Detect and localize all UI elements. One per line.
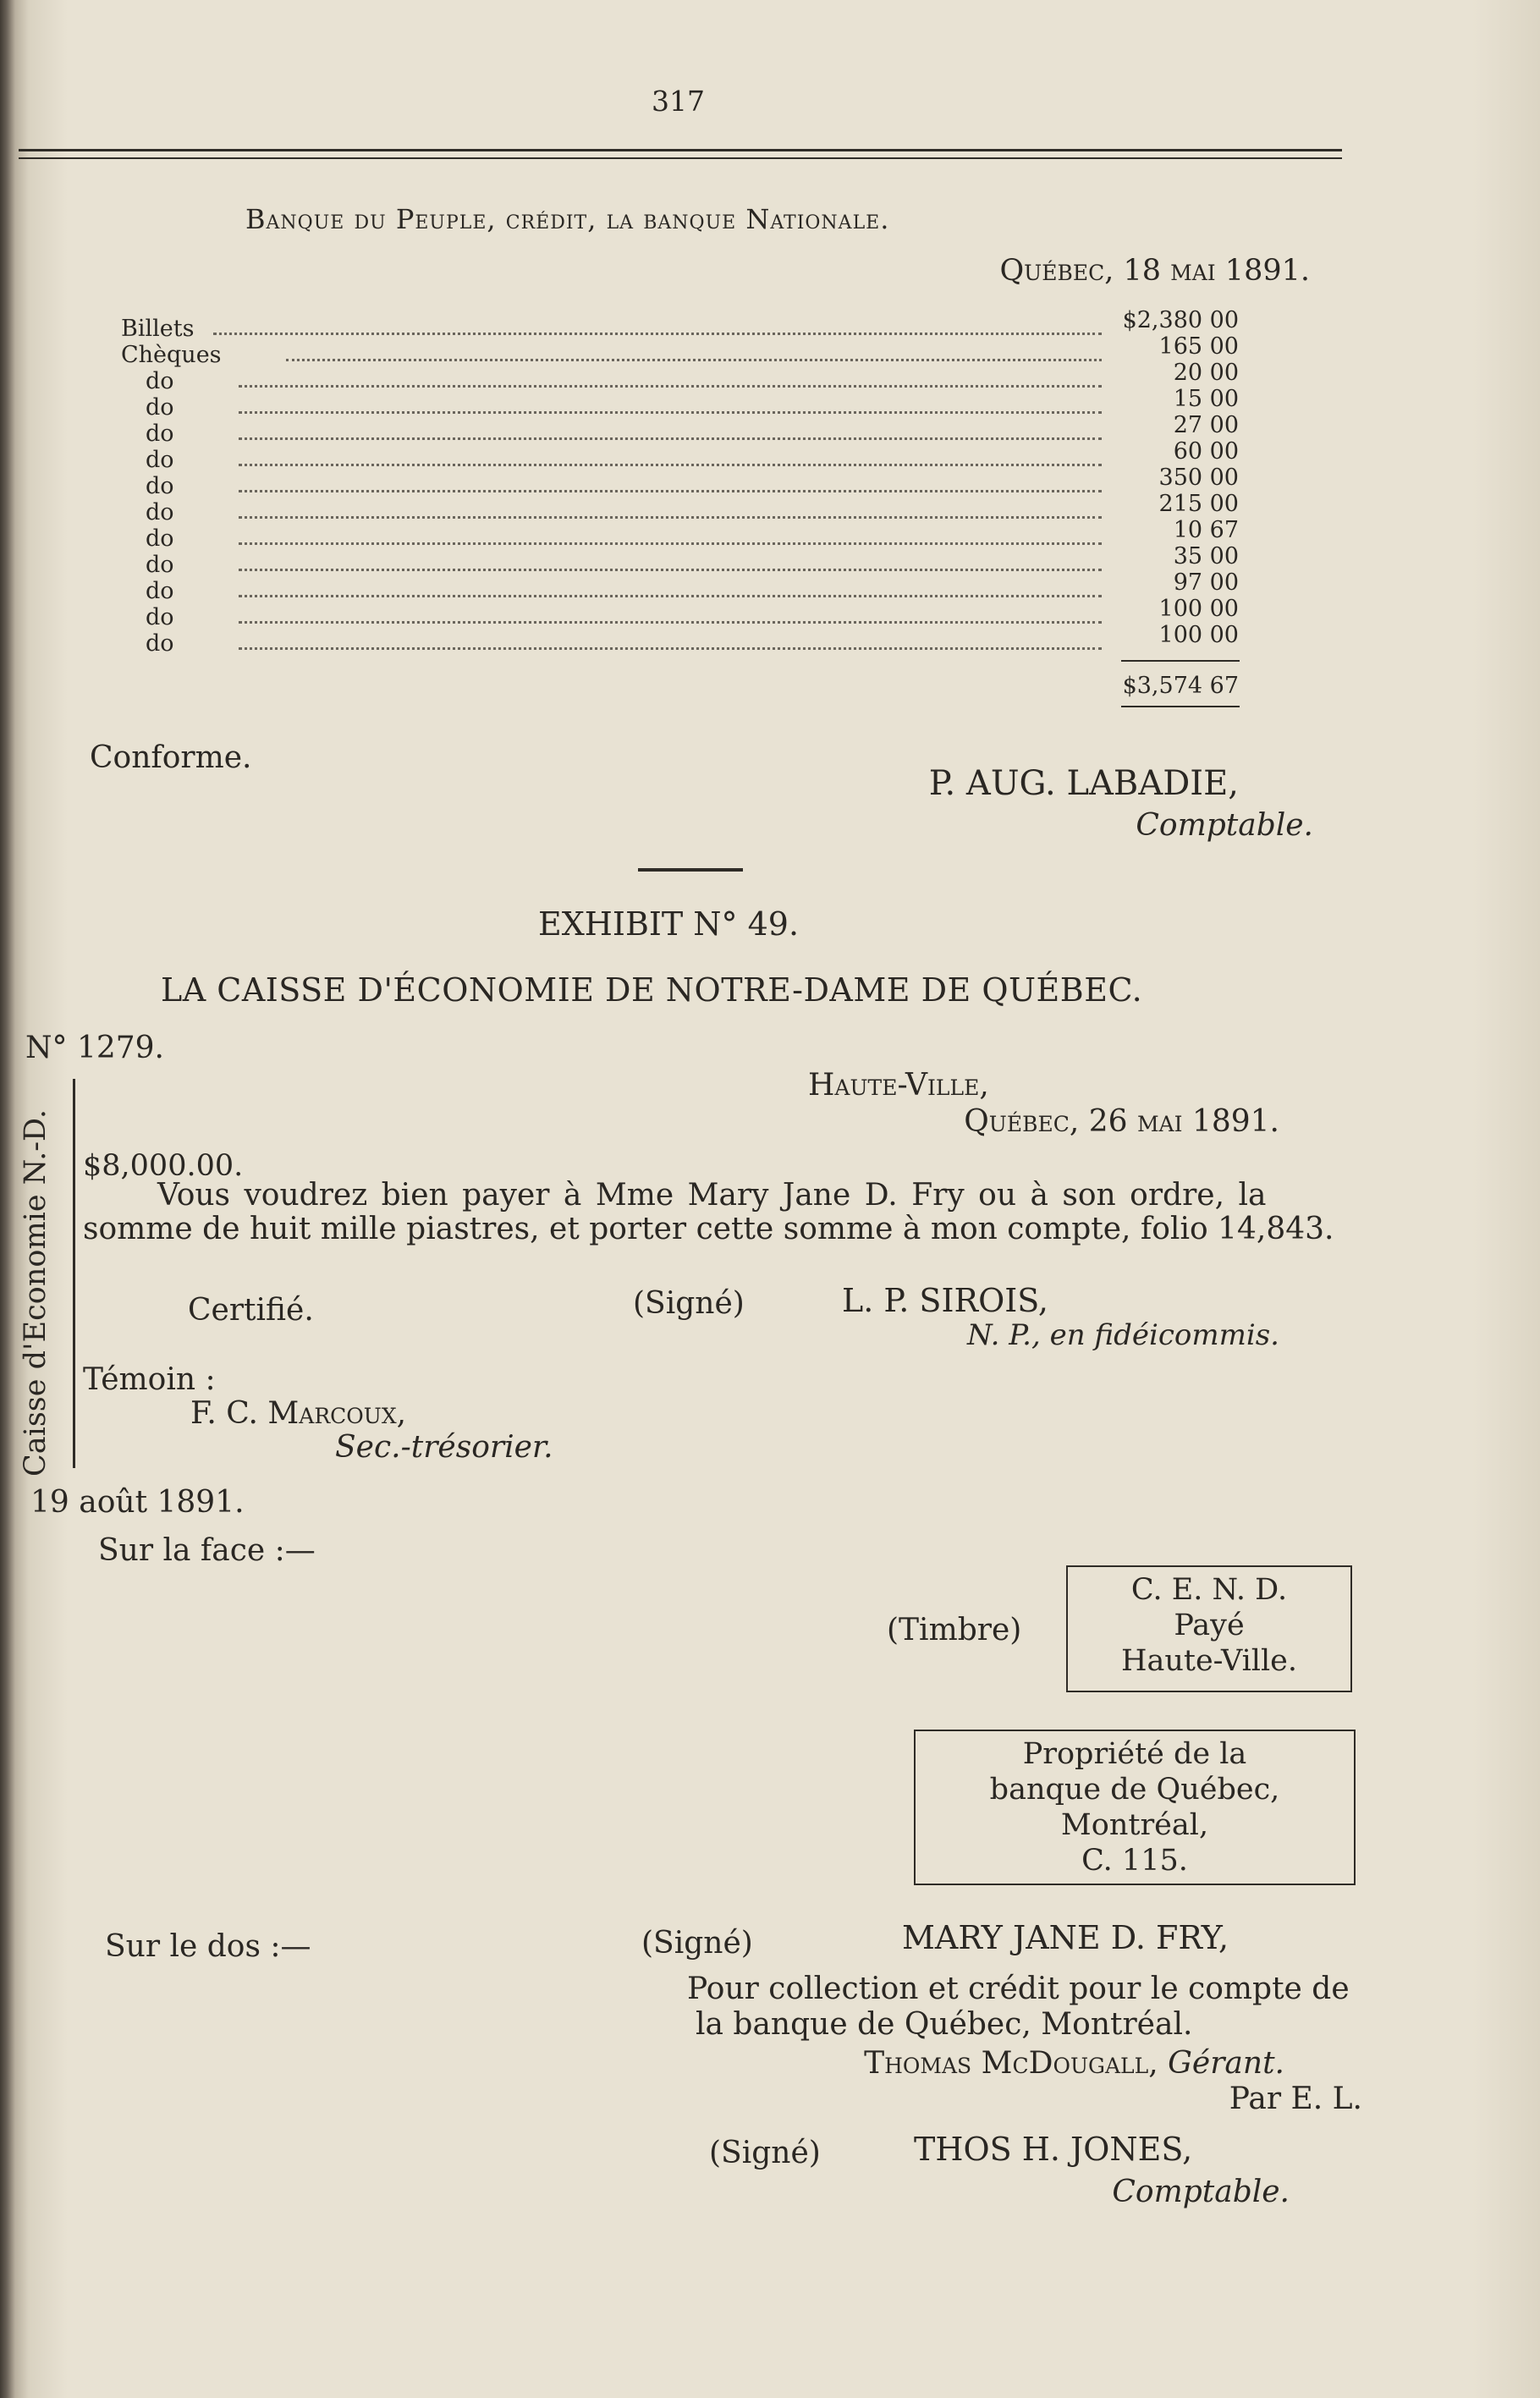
section-divider (638, 868, 743, 872)
timbre-label: (Timbre) (887, 1613, 1022, 1647)
cheque-place: Haute-Ville, (808, 1068, 989, 1103)
ledger-label: Billets (121, 316, 195, 342)
ledger-label: do (146, 578, 174, 604)
stub-border (73, 1079, 75, 1468)
ledger-label: do (146, 552, 174, 578)
leader-dots (213, 333, 1102, 335)
ledger-label: do (146, 394, 174, 421)
ledger-amount: 165 00 (1158, 333, 1239, 360)
stamp-line: Montréal, (1060, 1808, 1209, 1842)
ledger-amount: 60 00 (1173, 438, 1239, 465)
header-rule-top (19, 149, 1342, 151)
stamp-line: Haute-Ville. (1120, 1644, 1298, 1678)
witness-title: Sec.-trésorier. (335, 1430, 553, 1465)
ledger-amount: 97 00 (1173, 569, 1239, 596)
leader-dots (239, 595, 1102, 597)
exhibit-title: EXHIBIT N° 49. (538, 905, 800, 943)
header-rule-bottom (19, 157, 1342, 159)
stamp-line: C. E. N. D. (1130, 1573, 1288, 1607)
cheque-dateline (964, 1104, 1279, 1139)
sur-le-dos-label: Sur le dos :— (105, 1929, 311, 1964)
signe-label: (Signé) (633, 1286, 745, 1321)
section-dateline (999, 254, 1310, 288)
cheque-dateline-text: Québec, 26 mai 1891. (964, 1104, 1279, 1139)
final-signer: THOS H. JONES, (914, 2131, 1193, 2168)
ledger-amount: 20 00 (1173, 360, 1239, 386)
cheque-number: N° 1279. (25, 1031, 165, 1065)
leader-dots (239, 437, 1102, 440)
signer-title: Comptable. (1136, 808, 1313, 843)
ledger-label: do (146, 630, 174, 657)
cheque-amount: $8,000.00. (83, 1149, 244, 1183)
stamp-line: banque de Québec, (989, 1773, 1280, 1807)
leader-dots (239, 516, 1102, 519)
leader-dots (239, 621, 1102, 624)
endorser-name: MARY JANE D. FRY, (902, 1919, 1229, 1956)
ledger-label: do (146, 604, 174, 630)
ledger-amount: 100 00 (1158, 596, 1239, 622)
endorse-line2: la banque de Québec, Montréal. (696, 2007, 1193, 2042)
bank-title: LA CAISSE D'ÉCONOMIE DE NOTRE-DAME DE QUÉBEC. (161, 971, 1143, 1009)
conforme-text: Conforme. (90, 740, 252, 775)
page-number: 317 (652, 85, 705, 118)
ledger-label: do (146, 421, 174, 447)
ledger-amount: 215 00 (1158, 491, 1239, 517)
ledger-label: do (146, 368, 174, 394)
cheque-body-line1: Vous voudrez bien payer à Mme Mary Jane D. Fry ou à son ordre, la (157, 1178, 1267, 1213)
certifie-text: Certifié. (188, 1293, 314, 1328)
leader-dots (239, 490, 1102, 492)
leader-dots (239, 569, 1102, 571)
leader-dots (239, 542, 1102, 545)
stamp-line: C. 115. (1081, 1844, 1188, 1878)
total-underline (1121, 706, 1240, 707)
section-heading: Banque du Peuple, crédit, la banque Nationale. (245, 203, 890, 235)
ledger-amount: 15 00 (1173, 386, 1239, 412)
ledger-label: do (146, 499, 174, 525)
cheque-body-line2: somme de huit mille piastres, et porter cette somme à mon compte, folio 14,843. (83, 1212, 1334, 1246)
total-rule (1121, 660, 1240, 662)
ledger-amount: 100 00 (1158, 622, 1239, 648)
par-initials: Par E. L. (1229, 2082, 1362, 2116)
leader-dots (239, 411, 1102, 414)
stamp-line: Payé (1174, 1609, 1245, 1642)
leader-dots (239, 464, 1102, 466)
signe-label-2: (Signé) (641, 1926, 753, 1961)
ledger-amount: $2,380 00 (1122, 307, 1239, 333)
sur-la-face-label: Sur la face :— (98, 1533, 316, 1568)
ledger-label: do (146, 473, 174, 499)
cheque-signer-title: N. P., en fidéicommis. (967, 1318, 1279, 1352)
signe-label-3: (Signé) (709, 2136, 821, 2170)
stamp-line: Propriété de la (1022, 1737, 1247, 1771)
endorse-line1: Pour collection et crédit pour le compte de (687, 1972, 1350, 2006)
ledger-label: Chèques (121, 342, 222, 368)
ledger-amount: 350 00 (1158, 465, 1239, 491)
ledger-label: do (146, 447, 174, 473)
leader-dots (239, 385, 1102, 388)
temoin-label: Témoin : (83, 1362, 216, 1397)
cheque-signer: L. P. SIROIS, (842, 1282, 1048, 1319)
signer-name: P. AUG. LABADIE, (928, 764, 1239, 803)
stamp-paid (1066, 1565, 1352, 1692)
ledger-total: $3,574 67 (1122, 673, 1239, 699)
ledger-amount: 10 67 (1173, 517, 1239, 543)
dateline-text: Québec, 18 mai 1891. (999, 254, 1310, 288)
leader-dots (239, 647, 1102, 650)
manager-name: Thomas McDougall, (864, 2046, 1158, 2081)
witness-name: F. C. Marcoux, (190, 1396, 407, 1431)
stub-side-text: Caisse d'Economie N.-D. (19, 1109, 52, 1477)
manager-title: Gérant. (1168, 2046, 1284, 2081)
ledger-amount: 35 00 (1173, 543, 1239, 569)
final-signer-title: Comptable. (1112, 2175, 1290, 2209)
manager-line (864, 2046, 1284, 2081)
ledger-amount: 27 00 (1173, 412, 1239, 438)
leader-dots (286, 359, 1102, 361)
ledger-label: do (146, 525, 174, 552)
stamp-property (914, 1730, 1356, 1885)
date-received: 19 août 1891. (30, 1485, 245, 1520)
